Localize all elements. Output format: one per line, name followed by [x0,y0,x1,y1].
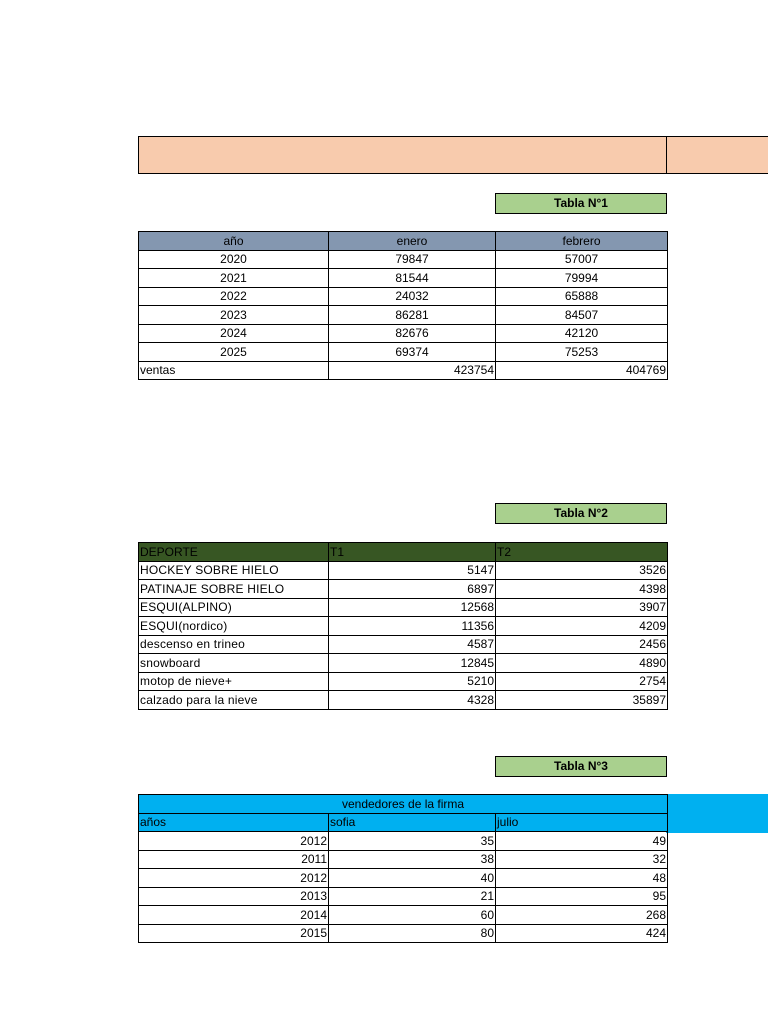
table-cell[interactable]: 79994 [496,269,668,288]
table-cell[interactable]: 12568 [329,598,496,617]
table-cell[interactable]: 57007 [496,250,668,269]
table-row [139,691,668,710]
tabla3-label[interactable]: Tabla N°3 [495,756,667,777]
tabla3-title-row [139,795,668,814]
table-cell[interactable]: 6897 [329,580,496,599]
tabla1-header-cell[interactable]: enero [329,232,496,251]
tabla3-title[interactable]: vendedores de la firma [139,795,668,814]
table-cell[interactable]: 81544 [329,269,496,288]
tabla2-header-row [139,543,668,562]
table-cell[interactable]: 404769 [496,361,668,380]
table-row [139,887,668,906]
table-cell[interactable]: 2011 [139,850,329,869]
table-cell[interactable]: 65888 [496,287,668,306]
table-cell[interactable]: 2022 [139,287,329,306]
table-cell[interactable]: 48 [496,869,668,888]
table-cell[interactable]: 24032 [329,287,496,306]
tabla3-header-cell[interactable]: años [139,813,329,832]
table-cell[interactable]: 21 [329,887,496,906]
header-band [138,136,768,174]
table-cell[interactable]: 79847 [329,250,496,269]
tabla1-total-row [139,361,668,380]
table-row [139,832,668,851]
table-cell[interactable]: 75253 [496,343,668,362]
tabla2-label[interactable]: Tabla N°2 [495,503,667,524]
table-cell[interactable]: 80 [329,924,496,943]
tabla2-header-cell[interactable]: T1 [329,543,496,562]
table-row [139,654,668,673]
table-cell[interactable]: 4398 [496,580,668,599]
table-row [139,580,668,599]
table-cell[interactable]: 11356 [329,617,496,636]
table-cell[interactable]: 4890 [496,654,668,673]
table-cell[interactable]: 95 [496,887,668,906]
table-cell[interactable]: ESQUI(ALPINO) [139,598,329,617]
tabla2 [138,542,668,710]
table-row [139,287,668,306]
table-row [139,850,668,869]
table-cell[interactable]: 3526 [496,561,668,580]
table-cell[interactable]: 2015 [139,924,329,943]
table-cell[interactable]: descenso en trineo [139,635,329,654]
table-row [139,561,668,580]
tabla3 [138,794,668,943]
table-cell[interactable]: 2024 [139,324,329,343]
table-cell[interactable]: PATINAJE SOBRE HIELO [139,580,329,599]
table-cell[interactable]: 2012 [139,832,329,851]
header-band-border [666,136,667,174]
header-band-border [138,136,139,174]
table-cell[interactable]: 42120 [496,324,668,343]
table-cell[interactable]: 40 [329,869,496,888]
table-cell[interactable]: 5147 [329,561,496,580]
table-cell[interactable]: 2754 [496,672,668,691]
table-cell[interactable]: 12845 [329,654,496,673]
table-cell[interactable]: 2014 [139,906,329,925]
tabla1-header-row [139,232,668,251]
table-cell[interactable]: 3907 [496,598,668,617]
table-cell[interactable]: 2012 [139,869,329,888]
table-cell[interactable]: 35897 [496,691,668,710]
tabla1-header-cell[interactable]: año [139,232,329,251]
tabla1 [138,231,668,380]
table-row [139,924,668,943]
tabla3-header-cell[interactable]: julio [496,813,668,832]
tabla1-header-cell[interactable]: febrero [496,232,668,251]
table-cell[interactable]: 2025 [139,343,329,362]
table-cell[interactable]: 423754 [329,361,496,380]
table-cell[interactable]: 4587 [329,635,496,654]
table-row [139,250,668,269]
table-cell[interactable]: 86281 [329,306,496,325]
table-row [139,672,668,691]
tabla3-header-row [139,813,668,832]
table-cell[interactable]: 2023 [139,306,329,325]
table-row [139,906,668,925]
table-cell[interactable]: 268 [496,906,668,925]
table-cell[interactable]: 5210 [329,672,496,691]
table-cell[interactable]: 38 [329,850,496,869]
tabla3-header-band [666,794,768,833]
table-row [139,598,668,617]
table-row [139,343,668,362]
table-row [139,269,668,288]
table-row [139,306,668,325]
table-row [139,869,668,888]
table-cell[interactable]: 49 [496,832,668,851]
table-cell[interactable]: 69374 [329,343,496,362]
table-cell[interactable]: 84507 [496,306,668,325]
table-cell[interactable]: 82676 [329,324,496,343]
table-cell[interactable]: 32 [496,850,668,869]
table-row [139,635,668,654]
table-row [139,324,668,343]
tabla2-header-cell[interactable]: DEPORTE [139,543,329,562]
table-cell[interactable]: calzado para la nieve [139,691,329,710]
tabla3-header-cell[interactable]: sofia [329,813,496,832]
table-cell[interactable]: 2020 [139,250,329,269]
table-cell[interactable]: ventas [139,361,329,380]
table-cell[interactable]: ESQUI(nordico) [139,617,329,636]
table-cell[interactable]: 60 [329,906,496,925]
table-cell[interactable]: 2013 [139,887,329,906]
table-cell[interactable]: 4328 [329,691,496,710]
table-cell[interactable]: snowboard [139,654,329,673]
table-cell[interactable]: HOCKEY SOBRE HIELO [139,561,329,580]
tabla2-header-cell[interactable]: T2 [496,543,668,562]
table-cell[interactable]: 4209 [496,617,668,636]
table-cell[interactable]: 2021 [139,269,329,288]
tabla1-label[interactable]: Tabla N°1 [495,193,667,214]
table-cell[interactable]: 2456 [496,635,668,654]
table-cell[interactable]: 424 [496,924,668,943]
table-row [139,617,668,636]
table-cell[interactable]: motop de nieve+ [139,672,329,691]
table-cell[interactable]: 35 [329,832,496,851]
